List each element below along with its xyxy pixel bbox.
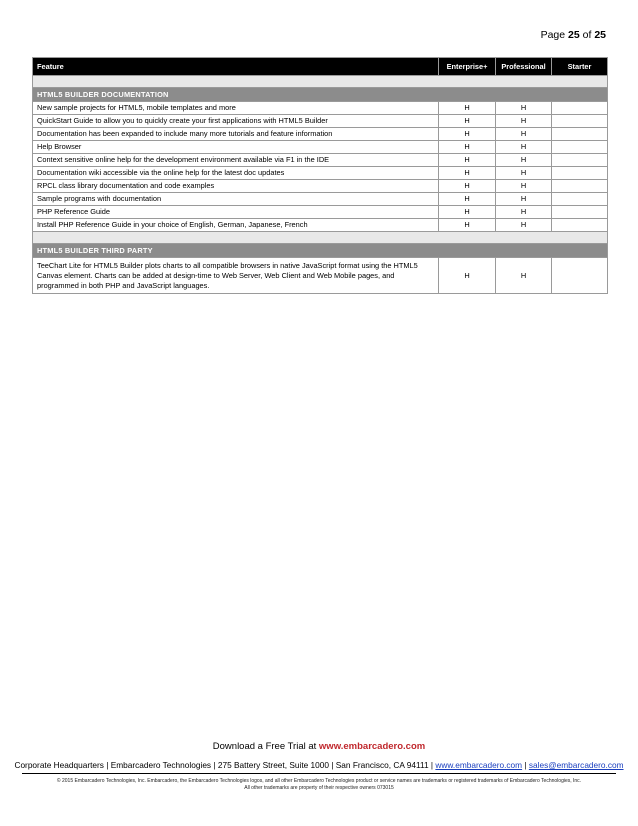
cell-feature: Sample programs with documentation (33, 193, 439, 206)
corp-separator: | (522, 760, 529, 770)
table-row (33, 180, 608, 193)
cell-professional: H (496, 180, 552, 193)
cell-professional: H (496, 102, 552, 115)
cell-enterprise: H (439, 115, 496, 128)
cell-professional: H (496, 115, 552, 128)
cell-enterprise: H (439, 141, 496, 154)
cell-professional: H (496, 193, 552, 206)
corp-address: Corporate Headquarters | Embarcadero Technologies | 275 Battery Street, Suite 1000 | San Francisco, CA 94111 | (14, 760, 436, 770)
cell-enterprise: H (439, 102, 496, 115)
section-title: HTML5 BUILDER DOCUMENTATION (33, 88, 608, 102)
legal-line-1: © 2015 Embarcadero Technologies, Inc. Embarcadero, the Embarcadero Technologies logos, and all other Embarcadero Technologies product or service names are trademarks or registered trademarks of Embarcadero Technologies, Inc. (56, 778, 582, 784)
cell-starter (552, 219, 608, 232)
spacer-cell (33, 232, 608, 244)
corp-web-link[interactable]: www.embarcadero.com (435, 760, 523, 770)
cell-starter (552, 141, 608, 154)
header-starter: Starter (552, 58, 608, 76)
cell-enterprise: H (439, 206, 496, 219)
cell-professional: H (496, 128, 552, 141)
footer-corporate (0, 760, 638, 770)
table-row (33, 141, 608, 154)
cell-starter (552, 115, 608, 128)
page-total: 25 (594, 29, 606, 41)
header-professional: Professional (496, 58, 552, 76)
cell-enterprise: H (439, 219, 496, 232)
table-row (33, 102, 608, 115)
cell-starter (552, 206, 608, 219)
table-body (33, 76, 608, 294)
cell-enterprise: H (439, 193, 496, 206)
cell-enterprise: H (439, 154, 496, 167)
table-row (33, 219, 608, 232)
legal-notice (0, 778, 638, 792)
corp-email-link[interactable]: sales@embarcadero.com (528, 760, 624, 770)
spacer-row (33, 76, 608, 88)
cell-enterprise: H (439, 167, 496, 180)
cell-starter (552, 128, 608, 141)
feature-table (32, 57, 608, 294)
table-header-row (33, 58, 608, 76)
cell-starter (552, 167, 608, 180)
table-row (33, 115, 608, 128)
cell-feature: Context sensitive online help for the development environment available via F1 in the IDE (33, 154, 439, 167)
cell-professional: H (496, 206, 552, 219)
cell-enterprise: H (439, 128, 496, 141)
section-header-row (33, 244, 608, 258)
table-row (33, 258, 608, 294)
section-title: HTML5 BUILDER THIRD PARTY (33, 244, 608, 258)
page-of: of (582, 29, 592, 41)
cell-feature: Documentation has been expanded to include many more tutorials and feature information (33, 128, 439, 141)
header-feature: Feature (33, 58, 439, 76)
download-prefix: Download a Free Trial at (212, 741, 319, 752)
cell-enterprise: H (439, 180, 496, 193)
footer-download (0, 741, 638, 752)
cell-enterprise: H (439, 258, 496, 294)
cell-feature: Help Browser (33, 141, 439, 154)
cell-feature: PHP Reference Guide (33, 206, 439, 219)
cell-starter (552, 258, 608, 294)
table-row (33, 128, 608, 141)
cell-starter (552, 154, 608, 167)
cell-feature: RPCL class library documentation and code examples (33, 180, 439, 193)
cell-feature: New sample projects for HTML5, mobile templates and more (33, 102, 439, 115)
cell-starter (552, 193, 608, 206)
download-link[interactable]: www.embarcadero.com (318, 741, 426, 752)
legal-line-2: All other trademarks are property of their respective owners 073015 (244, 785, 394, 791)
table-row (33, 206, 608, 219)
table-row (33, 167, 608, 180)
cell-professional: H (496, 219, 552, 232)
cell-feature: TeeChart Lite for HTML5 Builder plots charts to all compatible browsers in native JavaScript format using the HTML5 Canvas element. Charts can be added at design-time to Web Server, Web Client and Web Mobile pages, and programmed in both PHP and JavaScript languages. (33, 258, 439, 294)
table-row (33, 193, 608, 206)
cell-professional: H (496, 167, 552, 180)
page-current: 25 (568, 29, 580, 41)
table-row (33, 154, 608, 167)
cell-feature: Install PHP Reference Guide in your choice of English, German, Japanese, French (33, 219, 439, 232)
cell-feature: QuickStart Guide to allow you to quickly create your first applications with HTML5 Builder (33, 115, 439, 128)
cell-starter (552, 102, 608, 115)
spacer-row (33, 232, 608, 244)
spacer-cell (33, 76, 608, 88)
page-label: Page (540, 29, 566, 41)
cell-feature: Documentation wiki accessible via the online help for the latest doc updates (33, 167, 439, 180)
page-number (541, 29, 606, 41)
section-header-row (33, 88, 608, 102)
cell-professional: H (496, 141, 552, 154)
footer-divider (22, 773, 616, 774)
cell-starter (552, 180, 608, 193)
cell-professional: H (496, 154, 552, 167)
cell-professional: H (496, 258, 552, 294)
header-enterprise: Enterprise+ (439, 58, 496, 76)
